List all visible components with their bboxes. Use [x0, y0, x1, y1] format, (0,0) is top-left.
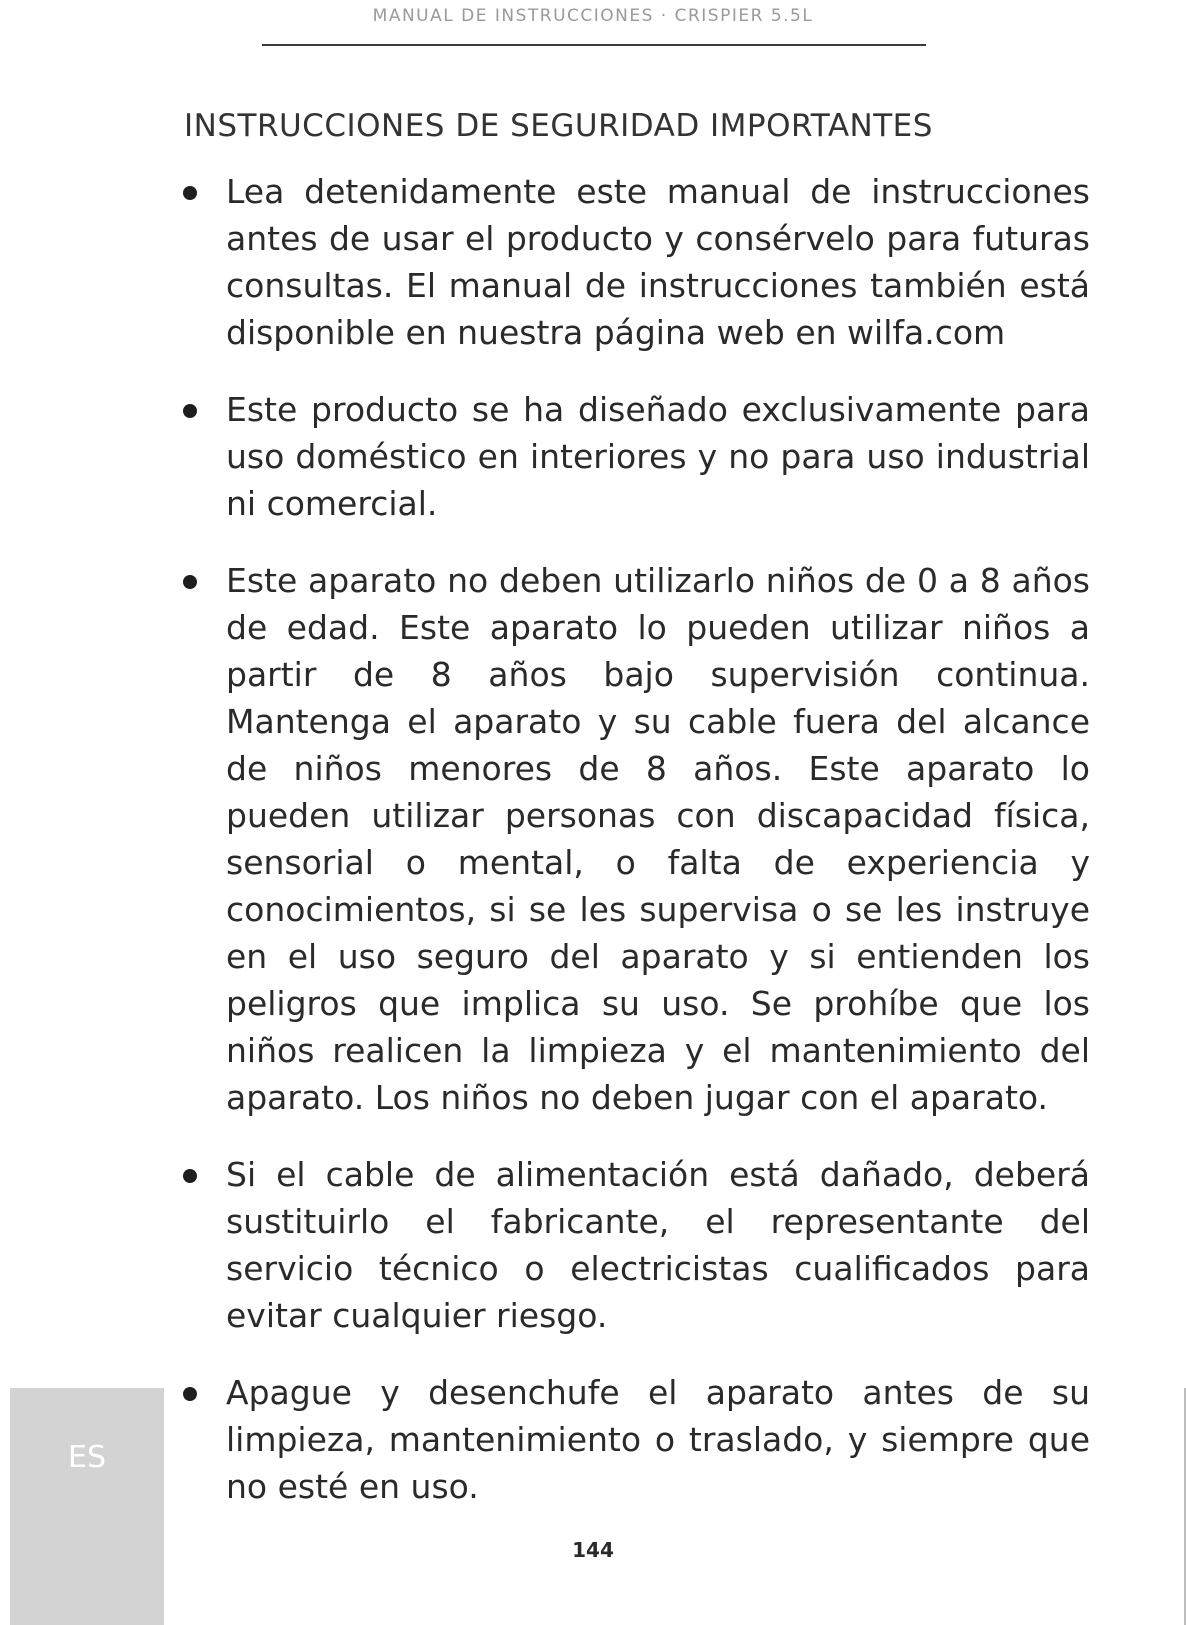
- language-tab: [10, 1388, 164, 1625]
- list-item: [176, 1151, 1090, 1339]
- list-item-text: Apague y desenchufe el aparato antes de su limpieza, mantenimiento o traslado, y siempre que no esté en uso.: [226, 1373, 1090, 1506]
- section-title: INSTRUCCIONES DE SEGURIDAD IMPORTANTES: [184, 108, 933, 144]
- list-item: [176, 386, 1090, 527]
- list-item: [176, 1369, 1090, 1510]
- language-label: ES: [68, 1440, 106, 1475]
- list-item: [176, 557, 1090, 1121]
- list-item-text: Este producto se ha diseñado exclusivamente para uso doméstico en interiores y no para uso industrial ni comercial.: [226, 390, 1090, 523]
- list-item-text: Lea detenidamente este manual de instrucciones antes de usar el producto y consérvelo para futuras consultas. El manual de instrucciones también está disponible en nuestra página web en wilfa.com: [226, 172, 1090, 352]
- bullet-icon: [183, 186, 197, 200]
- page-header: MANUAL DE INSTRUCCIONES · CRISPIER 5.5L: [372, 6, 814, 26]
- header-divider: [262, 44, 926, 46]
- page-number: 144: [572, 1538, 614, 1562]
- safety-instructions-list: [176, 168, 1090, 1540]
- bullet-icon: [183, 404, 197, 418]
- list-item-text: Este aparato no deben utilizarlo niños de 0 a 8 años de edad. Este aparato lo pueden utilizar niños a partir de 8 años bajo supervisión continua. Mantenga el aparato y su cable fuera del alcance de niños menores de 8 años. Este aparato lo pueden utilizar personas con discapacidad física, sensorial o mental, o falta de experiencia y conocimientos, si se les supervisa o se les instruye en el uso seguro del aparato y si entienden los peligros que implica su uso. Se prohíbe que los niños realicen la limpieza y el mantenimiento del aparato. Los niños no deben jugar con el aparato.: [226, 561, 1090, 1117]
- list-item: [176, 168, 1090, 356]
- bullet-icon: [183, 1169, 197, 1183]
- list-item-text: Si el cable de alimentación está dañado, deberá sustituirlo el fabricante, el representante del servicio técnico o electricistas cualificados para evitar cualquier riesgo.: [226, 1155, 1090, 1335]
- bullet-icon: [183, 575, 197, 589]
- bullet-icon: [183, 1387, 197, 1401]
